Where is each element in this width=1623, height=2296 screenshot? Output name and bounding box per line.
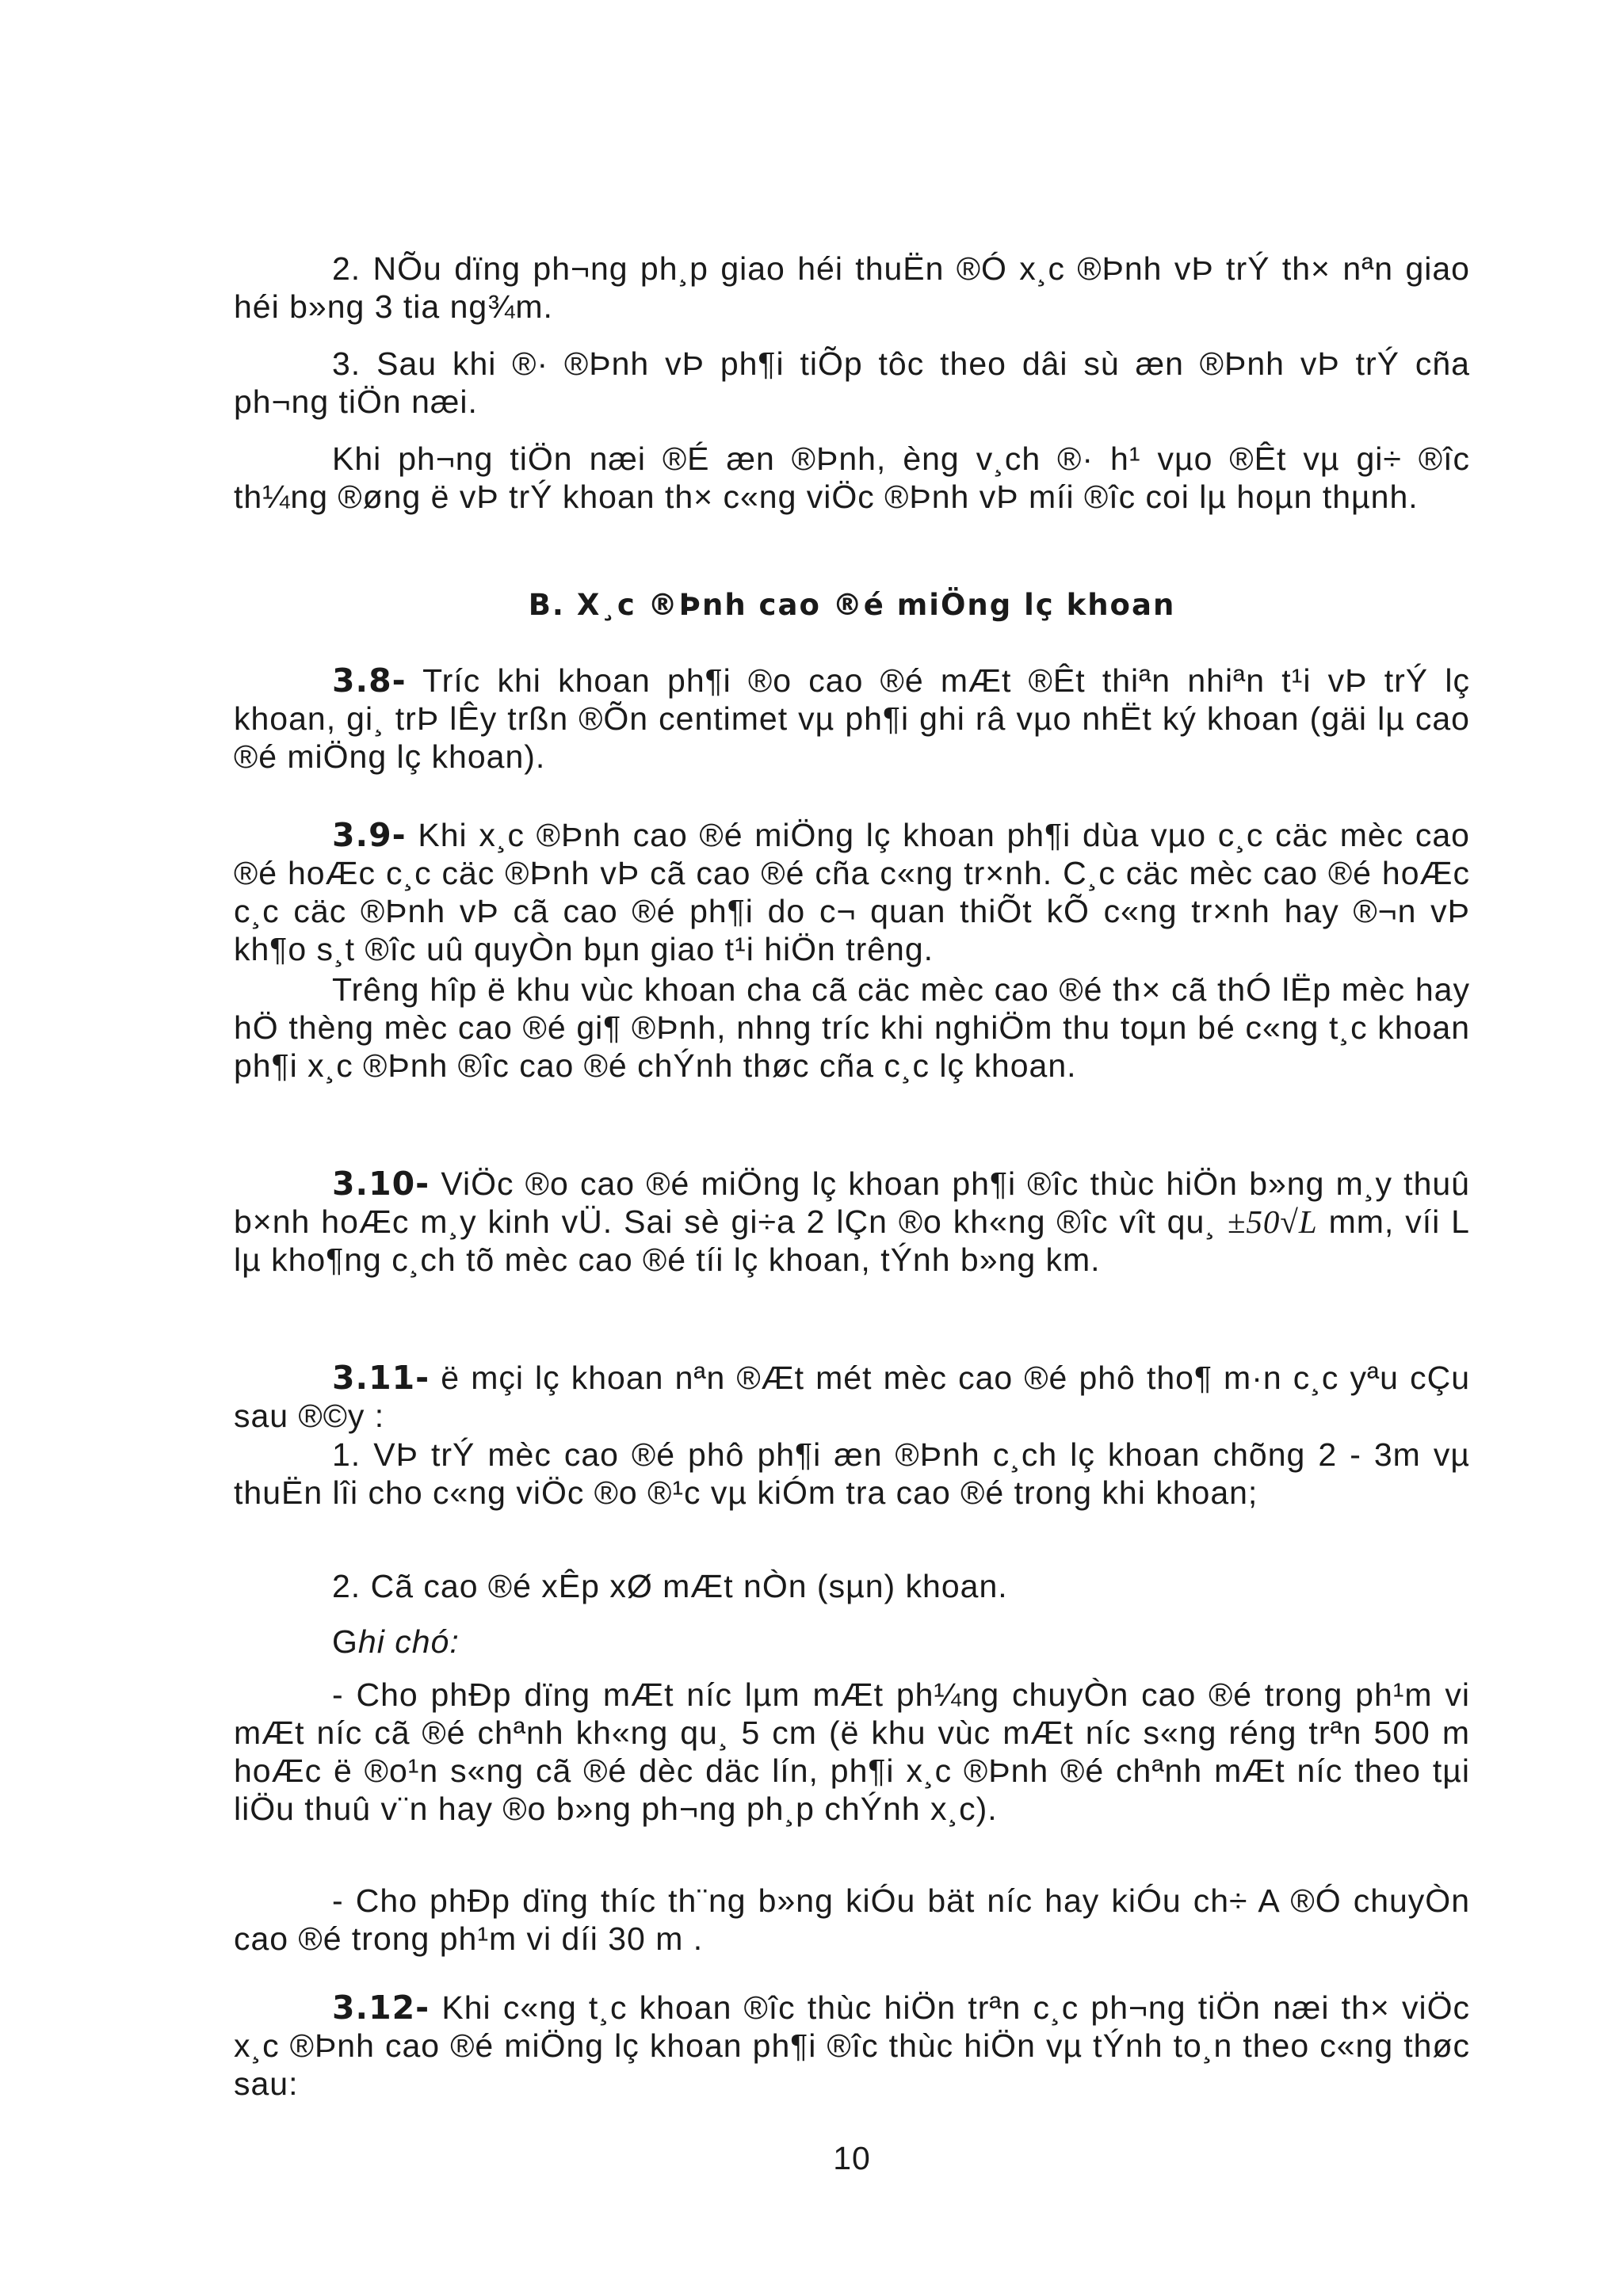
section-text: Tríc khi khoan ph¶i ®o cao ®é mÆt ®Êt thiªn nhiªn t¹i vÞ trÝ lç khoan, gi¸ trÞ lÊy trßn ®Õn centimet vµ ph¶i ghi râ vµo nhËt ký khoan (gäi lµ cao ®é miÖng lç khoan). xyxy=(234,662,1470,775)
note-label xyxy=(234,1623,1470,1661)
paragraph-positioning-complete: Khi ph¬ng tiÖn næi ®É æn ®Þnh, èng v¸ch ®· h¹ vµo ®Êt vµ gi÷ ®îc th¼ng ®øng ë vÞ trÝ khoan th× c«ng viÖc ®Þnh vÞ míi ®îc coi lµ hoµn thµnh. xyxy=(234,441,1470,515)
section-text: ë mçi lç khoan nªn ®Æt mét mèc cao ®é phô tho¶ m·n c¸c yªu cÇu sau ®©y : xyxy=(234,1360,1470,1434)
list-item-2: 2. Cã cao ®é xÊp xØ mÆt nÒn (sµn) khoan. xyxy=(332,1568,1008,1604)
section-3-12 xyxy=(234,1989,1470,2103)
section-text: Khi c«ng t¸c khoan ®îc thùc hiÖn trªn c¸c ph¬ng tiÖn næi th× viÖc x¸c ®Þnh cao ®é miÖng lç khoan ph¶i ®îc thùc hiÖn vµ tÝnh to¸n theo c«ng thøc sau: xyxy=(234,1989,1470,2102)
tolerance-formula: ±50√L xyxy=(1227,1203,1318,1240)
section-3-9 xyxy=(234,816,1470,968)
list-item-1: 1. VÞ trÝ mèc cao ®é phô ph¶i æn ®Þnh c¸ch lç khoan chõng 2 - 3m vµ thuËn lîi cho c«ng viÖc ®o ®¹c vµ kiÓm tra cao ®é trong khi khoan; xyxy=(234,1436,1470,1511)
section-3-11 xyxy=(234,1359,1470,1435)
page-number: 10 xyxy=(833,2140,871,2176)
section-3-8 xyxy=(234,662,1470,776)
note-label-rest: hi chó: xyxy=(357,1623,460,1660)
paragraph-temporary-benchmark: Trêng hîp ë khu vùc khoan cha cã cäc mèc cao ®é th× cã thÓ lËp mèc hay hÖ thèng mèc cao ®é gi¶ ®Þnh, nhng tríc khi nghiÖm thu toµn bé c«ng t¸c khoan ph¶i x¸c ®Þnh ®îc cao ®é chÝnh thøc cña c¸c lç khoan. xyxy=(234,971,1470,1084)
item-2: 2. NÕu dïng ph¬ng ph¸p giao héi thuËn ®Ó x¸c ®Þnh vÞ trÝ th× nªn giao héi b»ng 3 tia ng¾m. xyxy=(234,250,1470,325)
note-label-initial: G xyxy=(332,1623,358,1660)
note-2: - Cho phÐp dïng thíc th¨ng b»ng kiÓu bät níc hay kiÓu ch÷ A ®Ó chuyÒn cao ®é trong ph¹m vi díi 30 m . xyxy=(234,1882,1470,1957)
section-number: 3.12- xyxy=(332,1989,430,2027)
section-text-cont: mm, víi L lµ kho¶ng c¸ch tõ mèc cao ®é tíi lç khoan, tÝnh b»ng km. xyxy=(234,1203,1470,1278)
section-3-10 xyxy=(234,1165,1470,1279)
item-3: 3. Sau khi ®· ®Þnh vÞ ph¶i tiÕp tôc theo dâi sù æn ®Þnh vÞ trÝ cña ph¬ng tiÖn næi. xyxy=(234,345,1470,420)
section-text: Khi x¸c ®Þnh cao ®é miÖng lç khoan ph¶i dùa vµo c¸c cäc mèc cao ®é hoÆc c¸c cäc ®Þnh vÞ cã cao ®é cña c«ng tr×nh. C¸c cäc mèc cao ®é hoÆc c¸c cäc ®Þnh vÞ cã cao ®é ph¶i do c¬ quan thiÕt kÕ c«ng tr×nh hay ®¬n vÞ kh¶o s¸t ®îc uû quyÒn bµn giao t¹i hiÖn trêng. xyxy=(234,817,1470,967)
section-number: 3.8- xyxy=(332,662,407,700)
section-number: 3.11- xyxy=(332,1359,430,1397)
section-text: ViÖc ®o cao ®é miÖng lç khoan ph¶i ®îc thùc hiÖn b»ng m¸y thuû b×nh hoÆc m¸y kinh vÜ. Sai sè gi÷a 2 lÇn ®o kh«ng ®îc vît qu¸ xyxy=(234,1165,1470,1240)
section-number: 3.9- xyxy=(332,816,407,854)
note-1: - Cho phÐp dïng mÆt níc lµm mÆt ph¼ng chuyÒn cao ®é trong ph¹m vi mÆt níc cã ®é chªnh kh«ng qu¸ 5 cm (ë khu vùc mÆt níc s«ng réng trªn 500 m hoÆc ë ®o¹n s«ng cã ®é dèc däc lín, ph¶i x¸c ®Þnh ®é chªnh mÆt níc theo tµi liÖu thuû v¨n hay ®o b»ng ph¬ng ph¸p chÝnh x¸c). xyxy=(234,1676,1470,1827)
section-number: 3.10- xyxy=(332,1165,430,1203)
section-heading: B. X¸c ®Þnh cao ®é miÖng lç khoan xyxy=(528,588,1176,622)
